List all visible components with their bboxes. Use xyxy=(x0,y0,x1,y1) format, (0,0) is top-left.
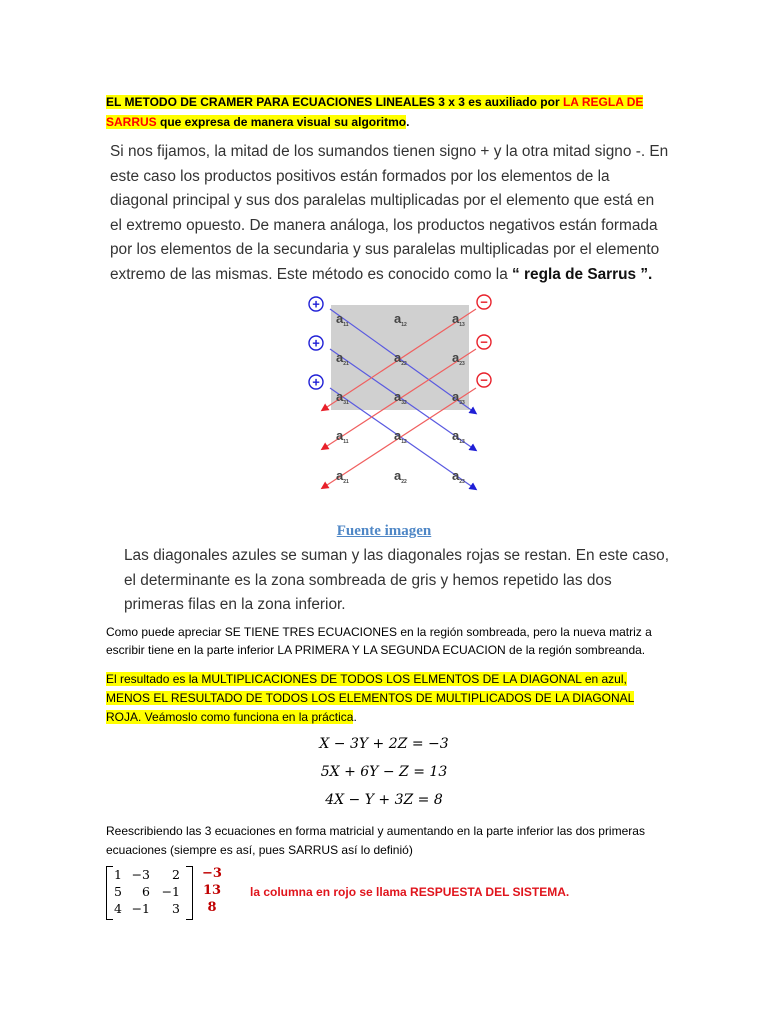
matrix-cell: −1 xyxy=(161,884,180,899)
diagonals-paragraph: Las diagonales azules se suman y las diagonales rojas se restan. En este caso, el determinante es la zona sombreada de gris y hemos repetido las dos primeras filas en la zona inferior. xyxy=(124,547,669,613)
answer-value: 8 xyxy=(207,900,217,915)
matrix-row xyxy=(110,867,188,884)
matrix-element-label: $a_{31}$ xyxy=(336,389,349,406)
plus-sign-icon xyxy=(309,375,323,390)
answer-value: −3 xyxy=(202,866,222,881)
matrix-element-label: $a_{21}$ xyxy=(336,350,349,367)
answer-column-caption: la columna en rojo se llama RESPUESTA DEL SISTEMA. xyxy=(250,885,570,899)
intro-text: Si nos fijamos, la mitad de los sumandos tienen signo + y la otra mitad signo -. En este caso los productos positivos están formados por los elementos de la diagonal principal y sus dos paralelas multiplicadas por el elemento que está en el extremo opuesto. De manera análoga, los productos negativos están formada por los elementos de la secundaria y sus paralelas multiplicadas por el elemento extremo de las mismas. Este método es conocido como la xyxy=(110,143,669,283)
matrix-cell: −3 xyxy=(131,867,150,882)
matrix-row xyxy=(110,901,188,918)
svg-text:+: + xyxy=(312,296,320,312)
matrix-element-label: $a_{12}$ xyxy=(394,428,407,445)
matrix-element-label: $a_{22}$ xyxy=(394,468,407,485)
heading-text-end: que expresa de manera visual su algoritmo xyxy=(156,115,407,129)
matrix-element-label: $a_{23}$ xyxy=(452,350,465,367)
matrix-element-label: $a_{11}$ xyxy=(336,311,349,328)
svg-text:−: − xyxy=(480,294,488,310)
matrix-cell: −1 xyxy=(131,901,150,916)
matrix-element-label: $a_{12}$ xyxy=(394,311,407,328)
document-heading xyxy=(106,92,666,132)
svg-text:−: − xyxy=(480,372,488,388)
intro-paragraph xyxy=(110,140,670,287)
image-source-link-text[interactable]: Fuente imagen xyxy=(336,523,432,539)
matrix-element-label: $a_{21}$ xyxy=(336,468,349,485)
equation-2: 5X + 6Y − Z = 13 xyxy=(320,764,448,780)
augmented-matrix xyxy=(106,866,246,920)
result-highlight: El resultado es la MULTIPLICACIONES DE TODOS LOS ELMENTOS DE LA DIAGONAL en azul, MENOS EL RESULTADO DE TODOS LOS ELEMENTOS DE MULTIPLICADOS DE LA DIAGONAL ROJA. Veámoslo como funciona en la práctica xyxy=(106,672,635,724)
matrix-element-label: $a_{22}$ xyxy=(394,350,407,367)
sarrus-diagram xyxy=(290,290,510,500)
matrix-element-label: $a_{13}$ xyxy=(452,428,465,445)
matrix-element-label: $a_{23}$ xyxy=(452,468,465,485)
heading-period: . xyxy=(406,115,410,129)
matrix-element-label: $a_{13}$ xyxy=(452,311,465,328)
sarrus-rule-term: “ regla de Sarrus ”. xyxy=(512,265,653,283)
shaded-region-paragraph: Como puede apreciar SE TIENE TRES ECUACIONES en la región sombreada, pero la nueva matriz a escribir tiene en la parte inferior LA PRIMERA Y LA SEGUNDA ECUACION de la región sombreanda. xyxy=(106,625,652,657)
svg-text:−: − xyxy=(480,334,488,350)
matrix-element-label: $a_{33}$ xyxy=(452,389,465,406)
heading-highlight-sarrus: LA REGLA DE SARRUS xyxy=(106,95,644,129)
svg-text:+: + xyxy=(312,374,320,390)
matrix-cell: 1 xyxy=(114,867,122,882)
answer-value: 13 xyxy=(202,883,222,898)
matrix-cell: 2 xyxy=(172,867,180,882)
result-paragraph xyxy=(106,670,666,727)
matrix-cell: 5 xyxy=(114,884,122,899)
matrix-intro-paragraph: Reescribiendo las 3 ecuaciones en forma matricial y aumentando en la parte inferior las dos primeras ecuaciones (siempre es así, pues SARRUS así lo definió) xyxy=(106,824,645,857)
minus-sign-icon xyxy=(477,295,491,310)
minus-sign-icon xyxy=(477,373,491,388)
svg-text:+: + xyxy=(312,335,320,351)
image-source-link[interactable] xyxy=(0,523,768,540)
minus-sign-icon xyxy=(477,335,491,350)
matrix-element-label: $a_{32}$ xyxy=(394,389,407,406)
heading-text: EL METODO DE CRAMER PARA ECUACIONES LINEALES 3 x 3 es auxiliado por xyxy=(106,95,563,109)
matrix-cell: 4 xyxy=(114,901,122,916)
equation-3: 4X − Y + 3Z = 8 xyxy=(325,792,443,808)
matrix-row xyxy=(110,884,188,901)
matrix-cell: 6 xyxy=(142,884,150,899)
plus-sign-icon xyxy=(309,297,323,312)
plus-sign-icon xyxy=(309,336,323,351)
result-period: . xyxy=(353,710,357,724)
equation-1: X − 3Y + 2Z = −3 xyxy=(319,736,449,752)
matrix-cell: 3 xyxy=(172,901,180,916)
matrix-element-label: $a_{11}$ xyxy=(336,428,349,445)
